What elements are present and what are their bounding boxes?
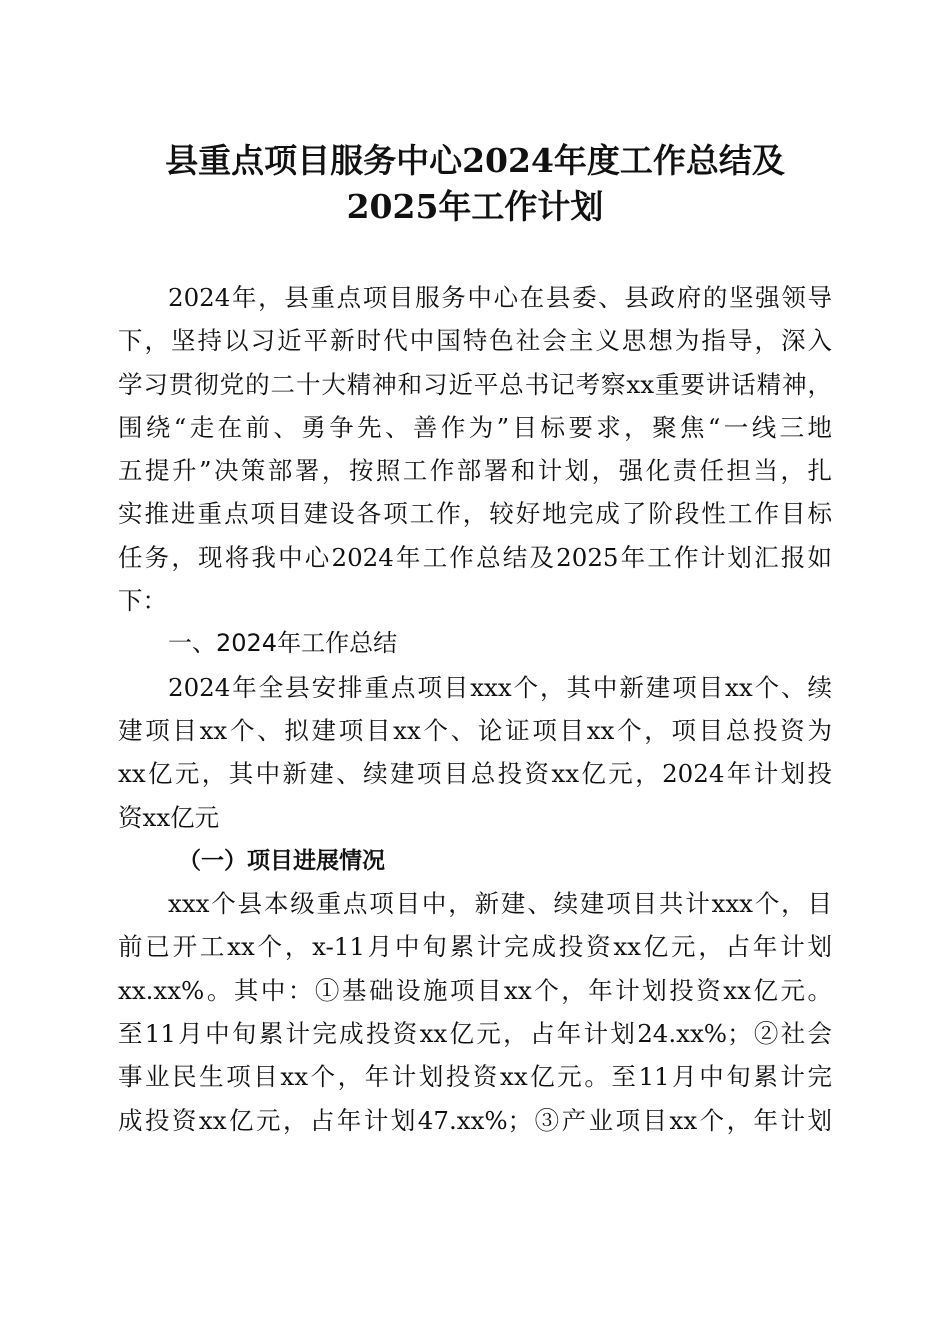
subsection1-line: 至11月中旬累计完成投资xx亿元，占年计划24.xx%；②社会 bbox=[118, 1019, 832, 1049]
section1-line: xx亿元，其中新建、续建项目总投资xx亿元，2024年计划投 bbox=[118, 759, 832, 789]
subsection1-line: xx.xx%。其中：①基础设施项目xx个，年计划投资xx亿元。 bbox=[118, 975, 832, 1005]
title-line-2: 2025年工作计划 bbox=[346, 187, 604, 226]
title-line-1: 县重点项目服务中心2024年度工作总结及 bbox=[165, 141, 785, 180]
intro-line: 实推进重点项目建设各项工作，较好地完成了阶段性工作目标 bbox=[118, 499, 832, 529]
subsection1-line: 事业民生项目xx个，年计划投资xx亿元。至11月中旬累计完 bbox=[118, 1062, 832, 1092]
section1-line: 资xx亿元 bbox=[118, 802, 220, 832]
intro-line: 任务，现将我中心2024年工作总结及2025年工作计划汇报如 bbox=[118, 542, 832, 572]
subsection1-line: 前已开工xx个，x-11月中旬累计完成投资xx亿元，占年计划 bbox=[118, 932, 832, 962]
intro-line: 围绕“走在前、勇争先、善作为”目标要求，聚焦“一线三地 bbox=[118, 412, 832, 442]
section-heading: 一、2024年工作总结 bbox=[168, 629, 398, 658]
subsection1-line: 成投资xx亿元，占年计划47.xx%；③产业项目xx个，年计划 bbox=[118, 1105, 832, 1135]
intro-line: 2024年，县重点项目服务中心在县委、县政府的坚强领导 bbox=[168, 283, 832, 312]
subsection-heading: （一）项目进展情况 bbox=[178, 846, 385, 874]
section1-line: 2024年全县安排重点项目xxx个，其中新建项目xx个、续 bbox=[168, 672, 832, 702]
intro-line: 下： bbox=[118, 586, 167, 616]
subsection1-line: xxx个县本级重点项目中，新建、续建项目共计xxx个，目 bbox=[168, 889, 832, 919]
intro-line: 五提升”决策部署，按照工作部署和计划，强化责任担当，扎 bbox=[118, 456, 832, 486]
intro-line: 下，坚持以习近平新时代中国特色社会主义思想为指导，深入 bbox=[118, 326, 832, 356]
intro-line: 学习贯彻党的二十大精神和习近平总书记考察xx重要讲话精神， bbox=[118, 369, 832, 399]
section1-line: 建项目xx个、拟建项目xx个、论证项目xx个，项目总投资为 bbox=[118, 715, 832, 745]
document-title bbox=[60, 138, 890, 230]
document-body bbox=[118, 276, 832, 1142]
